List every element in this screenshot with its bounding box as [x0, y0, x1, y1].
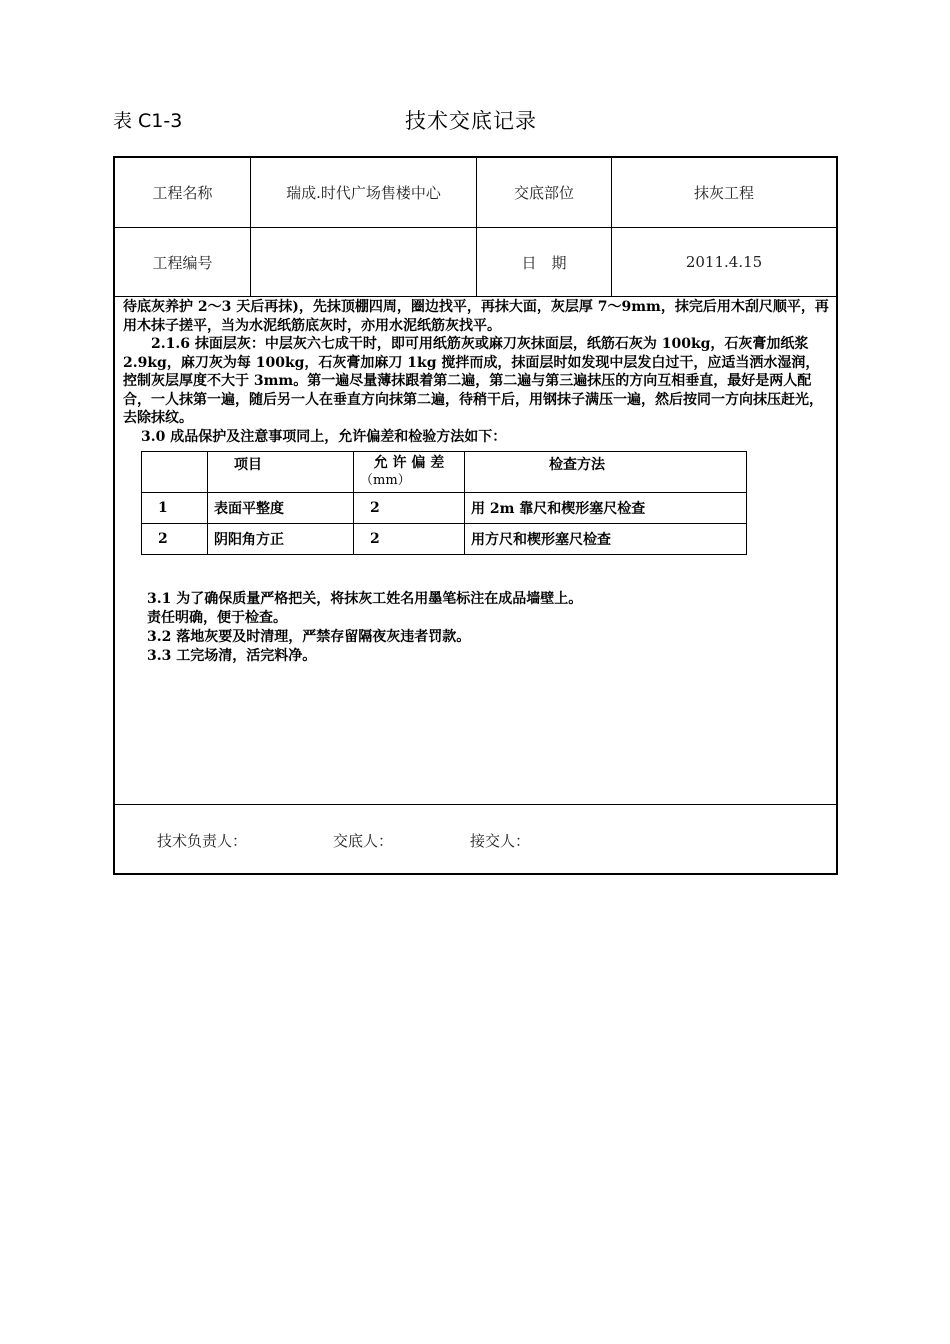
project-name-label: 工程名称 — [152, 184, 213, 202]
header-cell: 项目 — [208, 452, 354, 493]
tolerance-table — [141, 451, 747, 555]
row-tolerance: 2 — [354, 493, 465, 524]
tolerance-header: 允 许 偏 差 — [373, 455, 445, 471]
date-value: 2011.4.15 — [685, 253, 763, 271]
row-method: 用方尺和楔形塞尺检查 — [465, 524, 747, 555]
form-code: 表 C1-3 — [113, 110, 183, 132]
row-divider — [115, 296, 836, 297]
document-title: 技术交底记录 — [405, 109, 537, 133]
row-no: 1 — [142, 493, 208, 524]
note-line: 3.3 工完场清，活完料净。 — [147, 648, 317, 664]
date-label: 日 期 — [521, 253, 567, 272]
paragraph: 待底灰养护 2～3 天后再抹)，先抹顶棚四周，圈边找平，再抹大面，灰层厚 7～9mm，抹完后用木刮尺顺平，再用木抹子搓平，当为水泥纸筋底灰时，亦用水泥纸筋灰找平。 — [123, 299, 829, 334]
disclosure-content — [123, 298, 831, 446]
part-label: 交底部位 — [513, 184, 574, 202]
receiver-signature: 接交人： — [470, 832, 531, 850]
row-no: 2 — [142, 524, 208, 555]
note-line: 3.2 落地灰要及时清理，严禁存留隔夜灰违者罚款。 — [147, 629, 471, 645]
note-line: 责任明确，便于检查。 — [147, 610, 287, 626]
table-row — [142, 493, 747, 524]
presenter-signature: 交底人： — [333, 832, 394, 850]
project-no-value — [251, 228, 476, 296]
row-tolerance: 2 — [354, 524, 465, 555]
part-value: 抹灰工程 — [693, 184, 754, 202]
tech-lead-signature: 技术负责人： — [157, 832, 248, 850]
project-name-value: 瑞成.时代广场售楼中心 — [286, 184, 441, 202]
header-cell — [142, 452, 208, 493]
row-item: 阴阳角方正 — [208, 524, 354, 555]
row-method: 用 2m 靠尺和楔形塞尺检查 — [465, 493, 747, 524]
row-divider — [115, 804, 836, 805]
notes — [147, 590, 582, 666]
paragraph: 2.1.6 抹面层灰：中层灰六七成干时，即可用纸筋灰或麻刀灰抹面层，纸筋石灰为 100kg，石灰膏加纸浆 2.9kg，麻刀灰为每 100kg，石灰膏加麻刀 1kg 搅拌而成，抹面层时如发现中层发白过干，应适当洒水湿润，控制灰层厚度不大于 3mm。第一遍尽量薄抹跟着第二遍，第二遍与第三遍抹压的方向互相垂直，最好是两人配合，一人抹第一遍，随后另一人在垂直方向抹第二遍，待稍干后，用钢抹子满压一遍，然后按同一方向抹压赶光，去除抹纹。 — [123, 336, 823, 426]
unit-header: （mm） — [360, 473, 411, 488]
table-row — [142, 524, 747, 555]
header-cell — [354, 452, 465, 493]
header-cell: 检查方法 — [465, 452, 747, 493]
row-item: 表面平整度 — [208, 493, 354, 524]
record-form — [113, 156, 838, 875]
paragraph: 3.0 成品保护及注意事项同上，允许偏差和检验方法如下： — [141, 428, 507, 445]
note-line: 3.1 为了确保质量严格把关，将抹灰工姓名用墨笔标注在成品墙壁上。 — [147, 591, 583, 607]
project-no-label: 工程编号 — [152, 253, 213, 272]
table-header-row — [142, 452, 747, 493]
